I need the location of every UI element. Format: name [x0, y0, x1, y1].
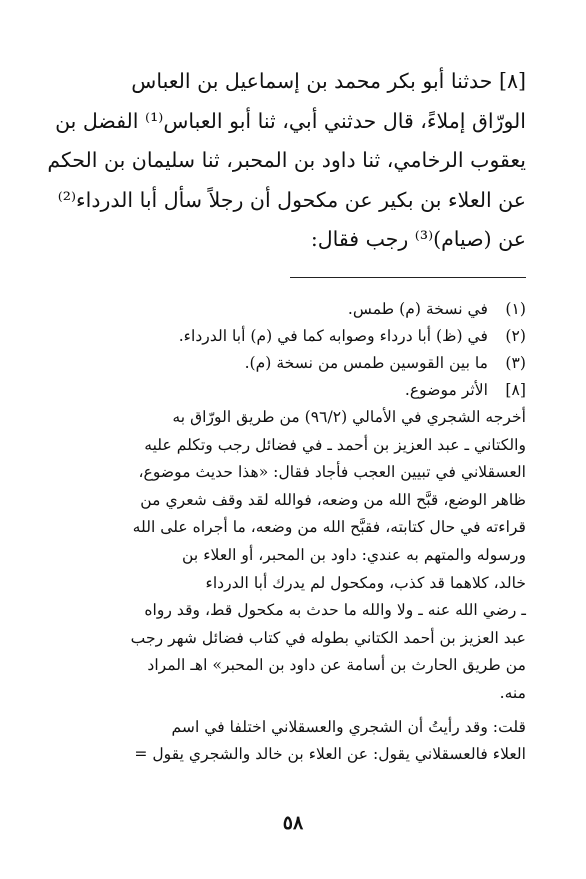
footnote-separator	[290, 277, 526, 278]
footnote-item	[60, 323, 526, 350]
commentary-line: ورسوله والمتهم به عندي: داود بن المحبر، أو العلاء بن	[182, 545, 526, 564]
hadith-line: عن العلاء بن بكير عن مكحول أن رجلاً سأل أبا الدرداء⁽²⁾	[57, 187, 526, 212]
footnote-number: (٣)	[505, 354, 526, 372]
commentary-line: العسقلاني في تبيين العجب فأجاد فقال: «هذا حديث موضوع،	[138, 463, 526, 482]
takhrij-commentary	[60, 404, 526, 708]
footnote-text: ما بين القوسين طمس من نسخة (م).	[244, 354, 488, 372]
hadith-line: عن (صيام)⁽³⁾ رجب فقال:	[310, 227, 526, 251]
footnote-number: (١)	[505, 300, 526, 318]
hadith-line: يعقوب الرخامي، ثنا داود بن المحبر، ثنا سليمان بن الحكم	[47, 148, 526, 172]
footnote-text: الأثر موضوع.	[404, 381, 488, 399]
commentary-line: عبد العزيز بن أحمد الكتاني بطوله في كتاب فضائل شهر رجب	[130, 628, 526, 647]
hadith-line: [٨] حدثنا أبو بكر محمد بن إسماعيل بن العباس	[131, 69, 526, 93]
commentary-line: خالد، كلاهما قد كذب، ومكحول لم يدرك أبا الدرداء	[205, 573, 526, 592]
commentary-line: منه.	[499, 683, 526, 702]
commentary-line: ظاهر الوضع، قبَّح الله من وضعه، فوالله لقد وقف شعري من	[140, 490, 526, 509]
page-number: ٥٨	[282, 812, 304, 834]
hadith-line: الورّاق إملاءً، قال حدثني أبي، ثنا أبو العباس⁽¹⁾ الفضل بن	[55, 108, 526, 133]
closing-line: قلت: وقد رأيتُ أن الشجري والعسقلاني اختلفا في اسم	[171, 717, 526, 736]
commentary-line: من طريق الحارث بن أسامة عن داود بن المحبر» اهـ المراد	[147, 656, 526, 675]
commentary-line: أخرجه الشجري في الأمالي (٩٦/٢) من طريق الورّاق به	[172, 408, 526, 426]
footnote-text: في (ظ) أبا درداء وصوابه كما في (م) أبا الدرداء.	[178, 327, 488, 345]
closing-remark	[60, 714, 526, 769]
hadith-text	[47, 62, 526, 260]
closing-line: العلاء فالعسقلاني يقول: عن العلاء بن خالد والشجري يقول =	[134, 745, 526, 764]
footnotes	[60, 296, 526, 769]
footnote-item	[60, 350, 526, 377]
footnote-number: [٨]	[505, 381, 526, 399]
footnote-number: (٢)	[505, 327, 526, 345]
footnote-item	[60, 296, 526, 323]
commentary-line: قراءته في حال كتابته، فقبَّح الله من وضعه، ما أجراه على الله	[132, 518, 526, 537]
footnote-text: في نسخة (م) طمس.	[347, 300, 488, 318]
commentary-line: والكتاني ـ عبد العزيز بن أحمد ـ في فضائل رجب وتكلم عليه	[144, 435, 526, 454]
footnote-item	[60, 377, 526, 404]
commentary-line: ـ رضي الله عنه ـ ولا والله ما حدث به مكحول قط، وقد رواه	[144, 601, 526, 620]
